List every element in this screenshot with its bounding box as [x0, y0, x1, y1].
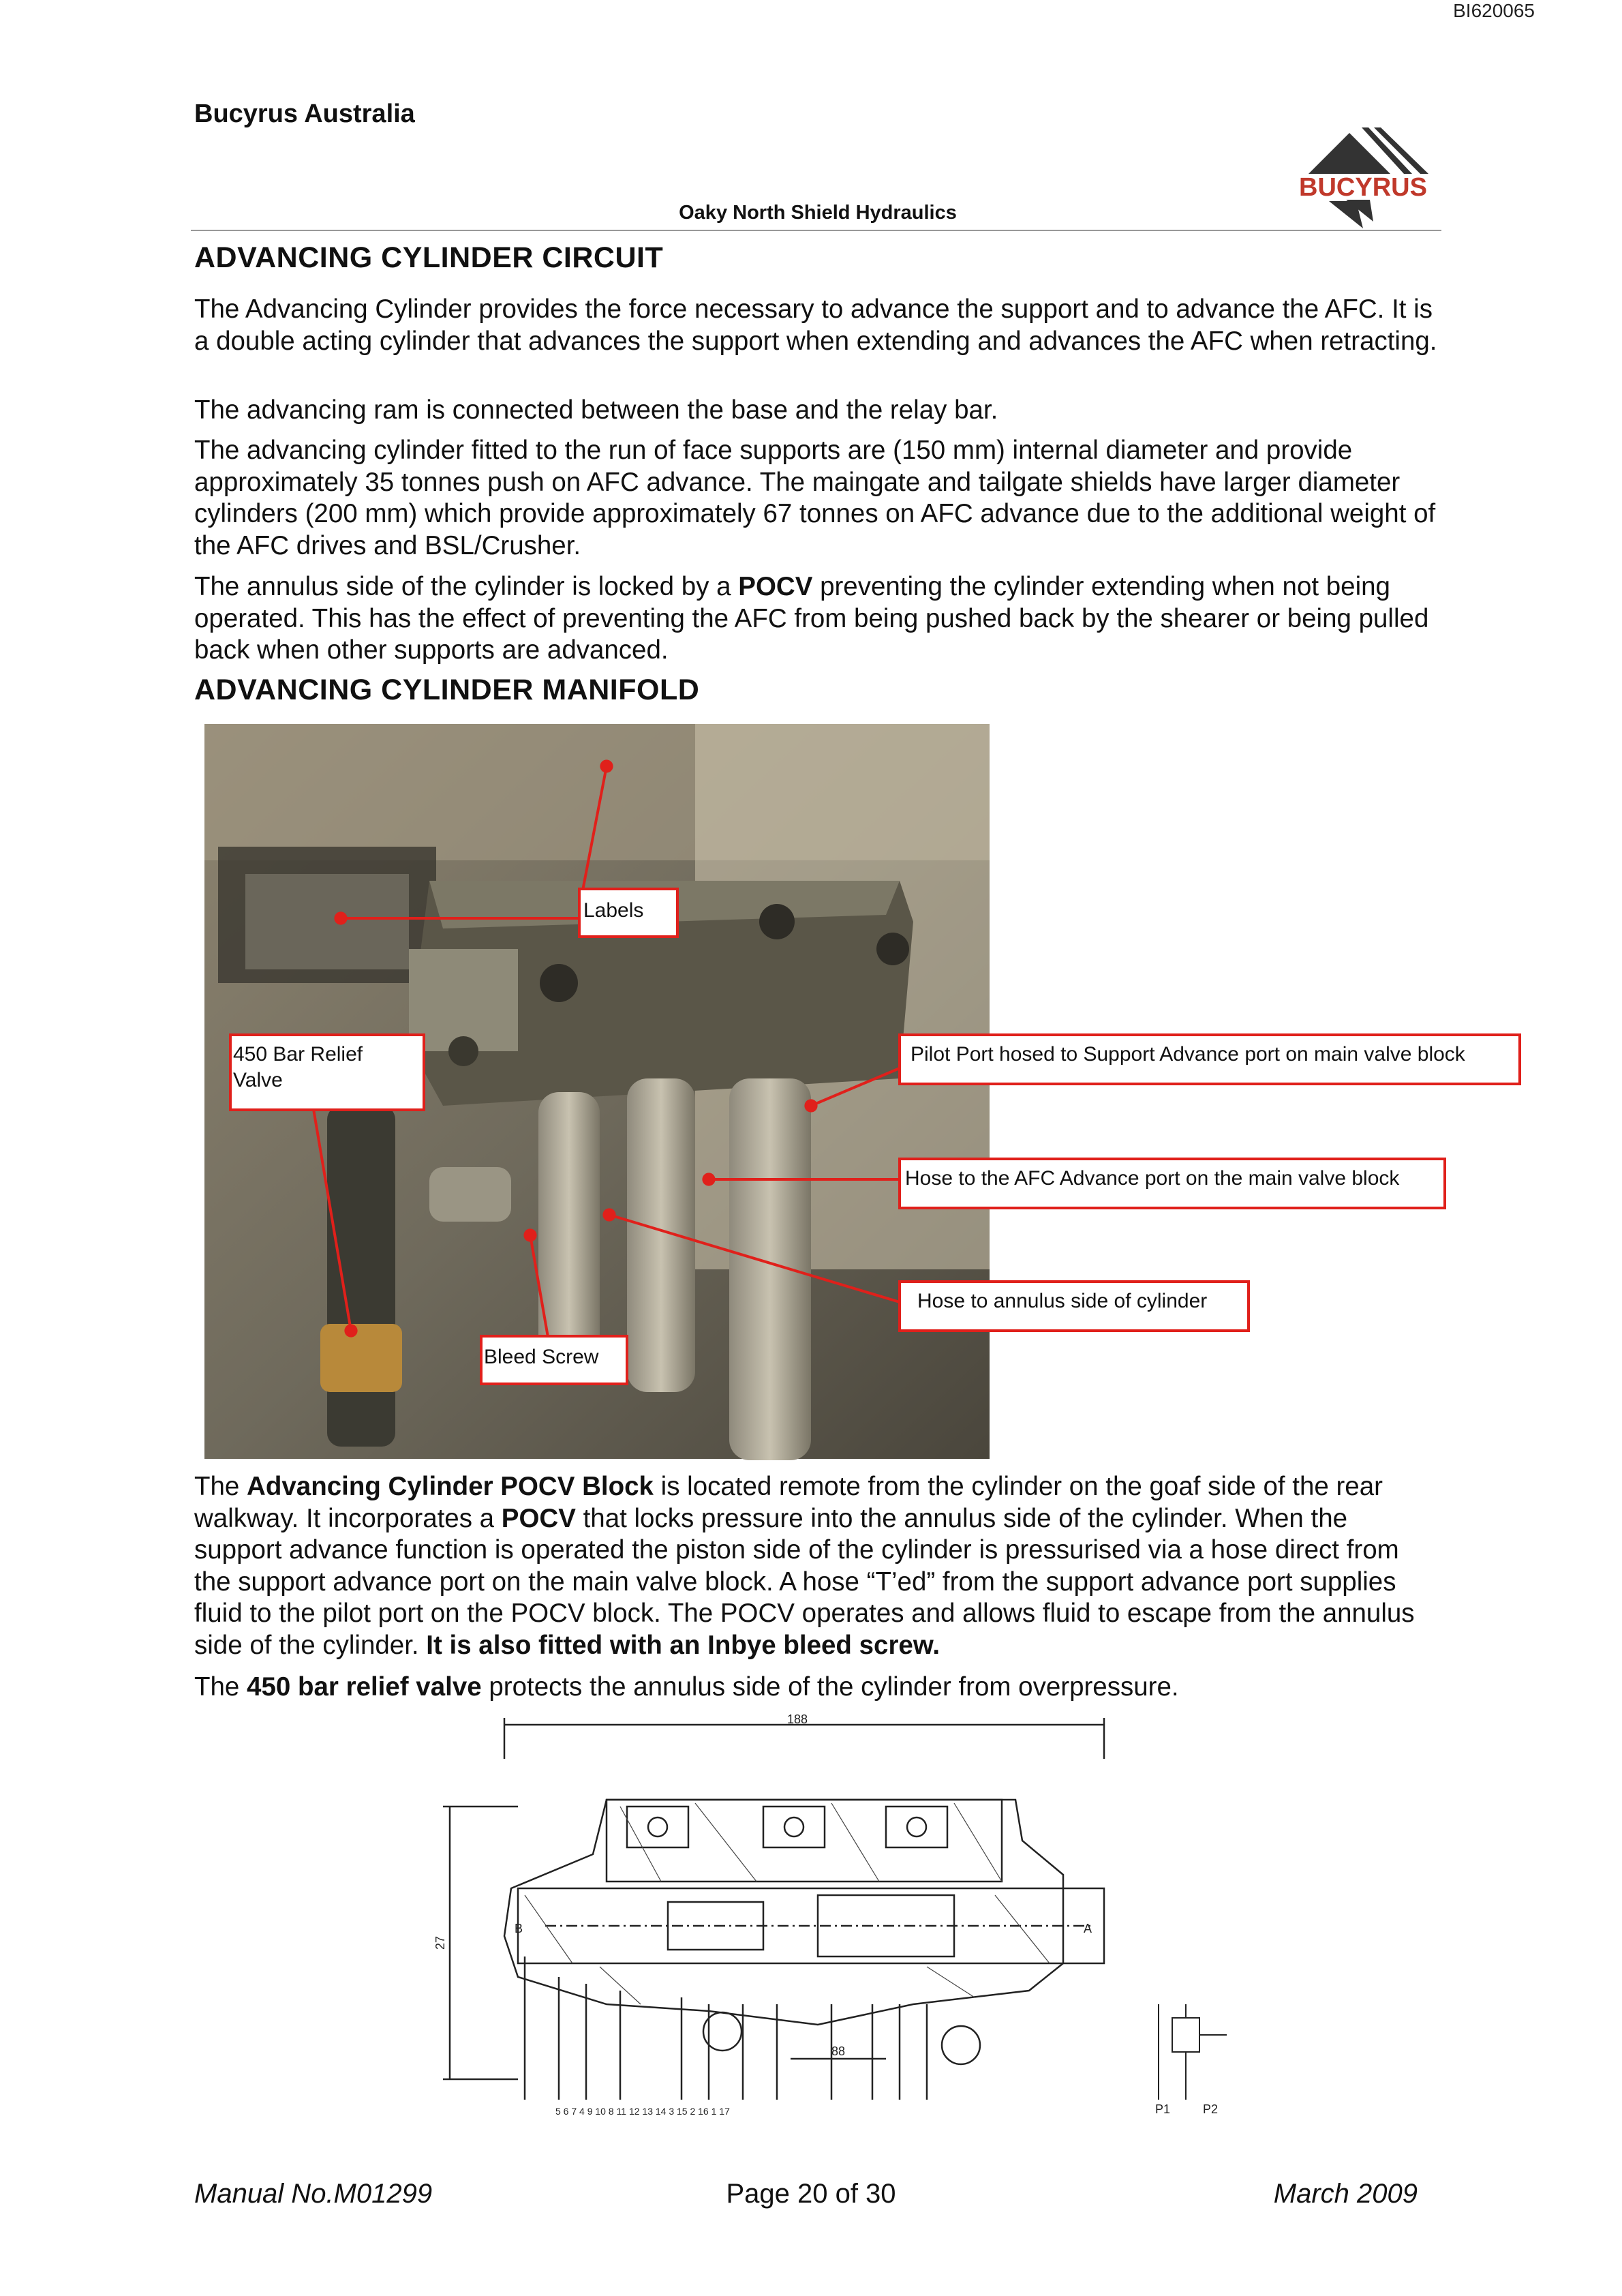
- dim-height: 27: [433, 1935, 447, 1950]
- manifold-photo: [204, 724, 1465, 1459]
- paragraph-3: The advancing cylinder fitted to the run of face supports are (150 mm) internal diameter and provide approximately 35 tonnes push on AFC advance. The maingate and tailgate shields have larger diameter cylinders (200 mm) which provide approximately 67 tonnes on AFC advance due to the additional weight of the AFC drives and BSL/Crusher.: [194, 436, 1436, 560]
- callout-bleed-screw: Bleed Screw: [484, 1346, 599, 1368]
- callout-relief-line2: Valve: [233, 1069, 283, 1091]
- pocv-block-drawing: [433, 1712, 1240, 2120]
- section-title-manifold: ADVANCING CYLINDER MANIFOLD: [194, 674, 700, 706]
- callout-pilot-port: Pilot Port hosed to Support Advance port on main valve block: [911, 1043, 1465, 1066]
- port-p2-label: P2: [1203, 2102, 1219, 2116]
- paragraph-5: The Advancing Cylinder POCV Block is located remote from the cylinder on the goaf side of the rear walkway. It incorporates a POCV that locks pressure into the annulus side of the cylinder. When the support advance function is operated the piston side of the cylinder is pressurised via a hose direct from the support advance port on the main valve block. A hose “T’ed” from the support advance port supplies fluid to the pilot port on the POCV block. The POCV operates and allows fluid to escape from the annulus side of the cylinder. It is also fitted with an Inbye bleed screw.: [194, 1472, 1415, 1660]
- port-b-label: B: [515, 1922, 523, 1935]
- dim-inner: 88: [831, 2044, 846, 2058]
- callout-labels: Labels: [583, 899, 644, 922]
- page-number: Page 20 of 30: [726, 2179, 896, 2209]
- callout-relief-line1: 450 Bar Relief: [233, 1043, 363, 1066]
- paragraph-2: The advancing ram is connected between the base and the relay bar.: [194, 395, 998, 425]
- header-divider: [191, 230, 1441, 231]
- port-p1-label: P1: [1155, 2102, 1171, 2116]
- dim-overall: 188: [786, 1712, 808, 1726]
- company-name: Bucyrus Australia: [194, 100, 415, 128]
- callout-annulus-hose: Hose to annulus side of cylinder: [917, 1290, 1208, 1312]
- manual-number: Manual No.M01299: [194, 2179, 433, 2209]
- port-a-label: A: [1084, 1922, 1092, 1935]
- document-id: BI620065: [1453, 0, 1535, 21]
- callout-afc-hose: Hose to the AFC Advance port on the main valve block: [905, 1167, 1400, 1190]
- part-numbers: 5 6 7 4 9 10 8 11 12 13 14 3 15 2 16 1 17: [555, 2106, 730, 2117]
- logo-text: BUCYRUS: [1299, 173, 1427, 202]
- paragraph-6: The 450 bar relief valve protects the annulus side of the cylinder from overpressure.: [194, 1672, 1179, 1702]
- section-title-circuit: ADVANCING CYLINDER CIRCUIT: [194, 241, 664, 274]
- footer-date: March 2009: [1273, 2179, 1418, 2209]
- paragraph-1: The Advancing Cylinder provides the force necessary to advance the support and to advance the AFC. It is a double acting cylinder that advances the support when extending and advances the AFC when retracting.: [194, 294, 1437, 356]
- paragraph-4: The annulus side of the cylinder is locked by a POCV preventing the cylinder extending when not being operated. This has the effect of preventing the AFC from being pushed back by the shearer or being pulled back when other supports are advanced.: [194, 572, 1429, 665]
- page-subtitle: Oaky North Shield Hydraulics: [679, 202, 957, 224]
